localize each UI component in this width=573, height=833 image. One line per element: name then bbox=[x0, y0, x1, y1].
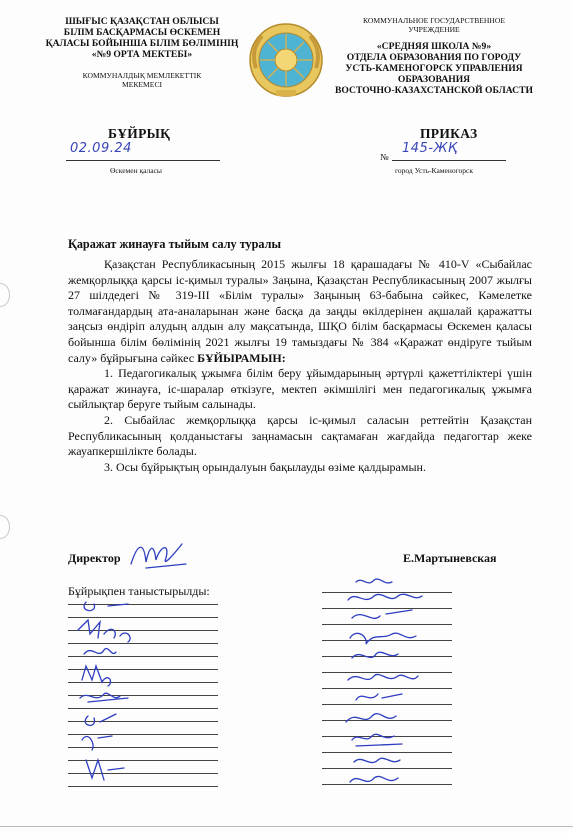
header-left-sub: КОММУНАЛДЫҚ МЕМЛЕКЕТТІК bbox=[82, 71, 202, 80]
order-date: 02.09.24 bbox=[70, 141, 132, 156]
document-title: Қаражат жинауға тыйым салу туралы bbox=[68, 237, 281, 251]
document-body bbox=[68, 257, 532, 475]
header-right-line: ОБРАЗОВАНИЯ bbox=[397, 74, 471, 85]
city-kz: Өскемен қаласы bbox=[110, 166, 162, 175]
header-left bbox=[26, 16, 258, 89]
header-right-top: УЧРЕЖДЕНИЕ bbox=[408, 25, 460, 34]
paragraph-1: Қазақстан Республикасының 2015 жылғы 18 қарашадағы № 410-V «Сыбайлас жемқорлыққа қарсы іс-қимыл туралы» Заңына, Қазақстан Республикасының 2007 жылғы 27 шілдедегі № 319-III «Білім туралы» Заңының 63-бабына сәйкес, Кәмелетке толмағандардың ата-аналарынан және басқа да заңды өкілдерінен ақшалай қаражатты заңсыз өндіріп алудың алдын алу мақсатында, ШҚО білім басқармасы Өскемен қаласы бойынша білім бөлімінің 2021 жылғы 19 тамыздағы № 384 «Қаражат өндіруге тыйым салу» бұйрығына сәйкес БҰЙЫРАМЫН: bbox=[68, 257, 532, 365]
header-right-top: КОММУНАЛЬНОЕ ГОСУДАРСТВЕННОЕ bbox=[362, 16, 506, 25]
paragraph-2: 1. Педагогикалық ұжымға білім беру ұйымдарының әртүрлі қажеттіліктері үшін қаражат жинауға, іс-шаралар өткізуге, мектеп әкімшілігі мен педагогикалық ұжымға сыйлықтар беруге тыйым салынады. bbox=[68, 366, 532, 412]
order-label-kz: БҰЙРЫҚ bbox=[108, 126, 171, 141]
staff-signatures-right-icon bbox=[322, 576, 462, 796]
header-right bbox=[318, 16, 550, 96]
acknowledgement-label: Бұйрықпен таныстырылды: bbox=[68, 584, 210, 598]
state-emblem-icon bbox=[246, 20, 326, 100]
header-left-sub: МЕКЕМЕСІ bbox=[121, 80, 163, 89]
signature-name: Е.Мартыневская bbox=[403, 551, 497, 565]
staff-signatures-left-icon bbox=[68, 598, 228, 798]
punch-hole bbox=[0, 515, 10, 539]
paragraph-4: 3. Осы бұйрықтың орындалуын бақылауды өзіме қалдырамын. bbox=[104, 459, 426, 474]
header-left-line: ҚАЛАСЫ БОЙЫНША БІЛІМ БӨЛІМІНІҢ bbox=[45, 38, 239, 49]
header-left-line: БІЛІМ БАСҚАРМАСЫ ӨСКЕМЕН bbox=[63, 27, 221, 38]
header-right-line: ВОСТОЧНО-КАЗАХСТАНСКОЙ ОБЛАСТИ bbox=[335, 85, 533, 96]
header-right-line: ОТДЕЛА ОБРАЗОВАНИЯ ПО ГОРОДУ bbox=[346, 52, 522, 63]
order-number-prefix: № bbox=[380, 152, 389, 162]
paragraph-3: 2. Сыбайлас жемқорлыққа қарсы іс-қимыл саласын реттейтін Қазақстан Республикасының қолданыстағы заңнамасын сақтамаған жағдайда педагогтар жеке жауапкершілікте болады. bbox=[68, 412, 532, 459]
page-bottom-edge bbox=[0, 826, 573, 827]
director-signature-icon bbox=[126, 534, 196, 574]
header-right-line: УСТЬ-КАМЕНОГОРСК УПРАВЛЕНИЯ bbox=[345, 63, 523, 74]
order-number: 145-ЖҚ bbox=[402, 141, 458, 156]
order-verb: БҰЙЫРАМЫН: bbox=[197, 350, 286, 365]
order-label-ru: ПРИКАЗ bbox=[420, 126, 478, 141]
header-left-line: «№9 ОРТА МЕКТЕБІ» bbox=[91, 49, 193, 60]
city-ru: город Усть-Каменогорск bbox=[395, 166, 473, 175]
signature-role: Директор bbox=[68, 551, 121, 565]
header-left-line: ШЫҒЫС ҚАЗАҚСТАН ОБЛЫСЫ bbox=[65, 16, 219, 27]
header-right-line: «СРЕДНЯЯ ШКОЛА №9» bbox=[376, 41, 492, 52]
punch-hole bbox=[0, 283, 10, 307]
